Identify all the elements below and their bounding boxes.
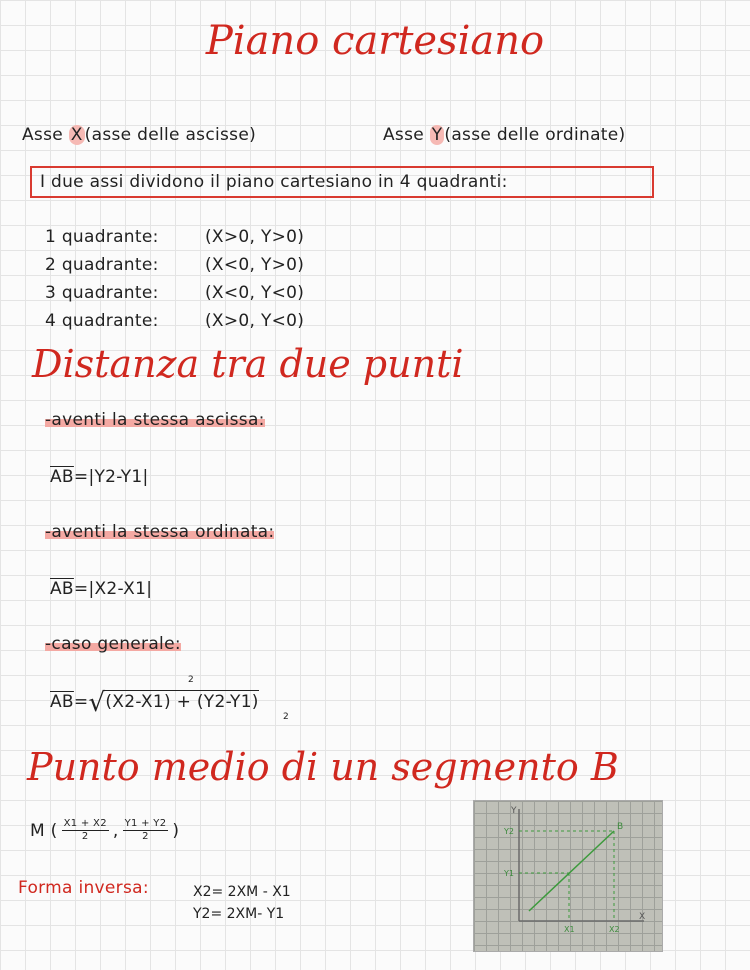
inverse-formulas [193,881,291,925]
distance-case-2: -aventi la stessa ordinata: [45,522,275,542]
fraction-y [123,818,169,843]
segment-ab: $\overline{AB}$ [50,467,74,487]
quadrant-label: 4 quadrante: [45,311,159,331]
page-title: Piano cartesiano [205,18,545,64]
distance-case-1: -aventi la stessa ascissa: [45,410,265,430]
midpoint-close: ) [172,820,180,841]
quadrant-row [45,251,304,279]
quadrant-condition: (X>0, Y>0) [205,227,305,247]
distance-case-3: -caso generale: [45,634,181,654]
photo-label-y: Y [511,806,517,816]
inverse-formula-x: X2= 2XM - X1 [193,884,291,900]
quadrant-row [45,307,304,335]
fraction-x-num: X1 + X2 [63,818,107,829]
inverse-form-label: Forma inversa: [18,878,149,898]
formula-rhs: =|X2-X1| [73,579,153,599]
quadrant-row [45,279,304,307]
fraction-x [62,818,109,843]
quadrant-condition: (X>0, Y<0) [205,311,305,331]
exponent-1: 2 [188,675,194,685]
y-axis-prefix: Asse [383,125,430,145]
photo-label-x2: X2 [609,925,620,934]
graph-sketch [474,801,662,951]
segment-line [529,831,614,911]
photo-label-x: X [639,912,646,922]
quadrant-condition: (X<0, Y<0) [205,283,305,303]
midpoint-separator: , [112,820,119,841]
midpoint-m: M ( [30,820,58,841]
y-axis-desc: (asse delle ordinate) [444,125,626,145]
fraction-y-den: 2 [142,831,149,842]
distance-heading: Distanza tra due punti [32,342,464,386]
segment-ab: $\overline{AB}$ [50,692,74,712]
quadrants-box: I due assi dividono il piano cartesiano in 4 quadranti: [30,166,654,198]
quadrant-list [45,223,304,335]
inverse-formula-y: Y2= 2XM- Y1 [193,906,285,922]
graph-photo [473,800,663,952]
x-axis-letter: X [70,125,83,145]
radicand: (X2-X1) + (Y2-Y1) [105,692,259,712]
formula-eq: = [73,692,89,712]
photo-label-y2: Y2 [504,827,514,836]
quadrant-label: 2 quadrante: [45,255,159,275]
photo-label-y1: Y1 [504,869,514,878]
photo-label-x1: X1 [564,925,575,934]
fraction-x-den: 2 [81,831,89,842]
formula-rhs: =|Y2-Y1| [73,467,149,487]
distance-formula-1 [50,467,149,487]
midpoint-heading: Punto medio di un segmento B [27,745,619,789]
midpoint-formula [30,818,179,843]
distance-formula-3 [50,688,259,718]
y-axis-letter: Y [431,125,443,145]
exponent-2: 2 [283,712,289,722]
fraction-y-num: Y1 + Y2 [124,818,167,829]
y-axis-label [383,125,625,145]
segment-ab: $\overline{AB}$ [50,579,74,599]
quadrant-row [45,223,304,251]
x-axis-desc: (asse delle ascisse) [84,125,257,145]
photo-label-b: B [617,822,624,832]
sqrt-icon: √ [88,688,106,718]
x-axis-prefix: Asse [22,125,69,145]
x-axis-label [22,125,256,145]
distance-formula-2 [50,579,152,599]
quadrant-label: 1 quadrante: [45,227,159,247]
quadrant-label: 3 quadrante: [45,283,159,303]
quadrant-condition: (X<0, Y>0) [205,255,305,275]
